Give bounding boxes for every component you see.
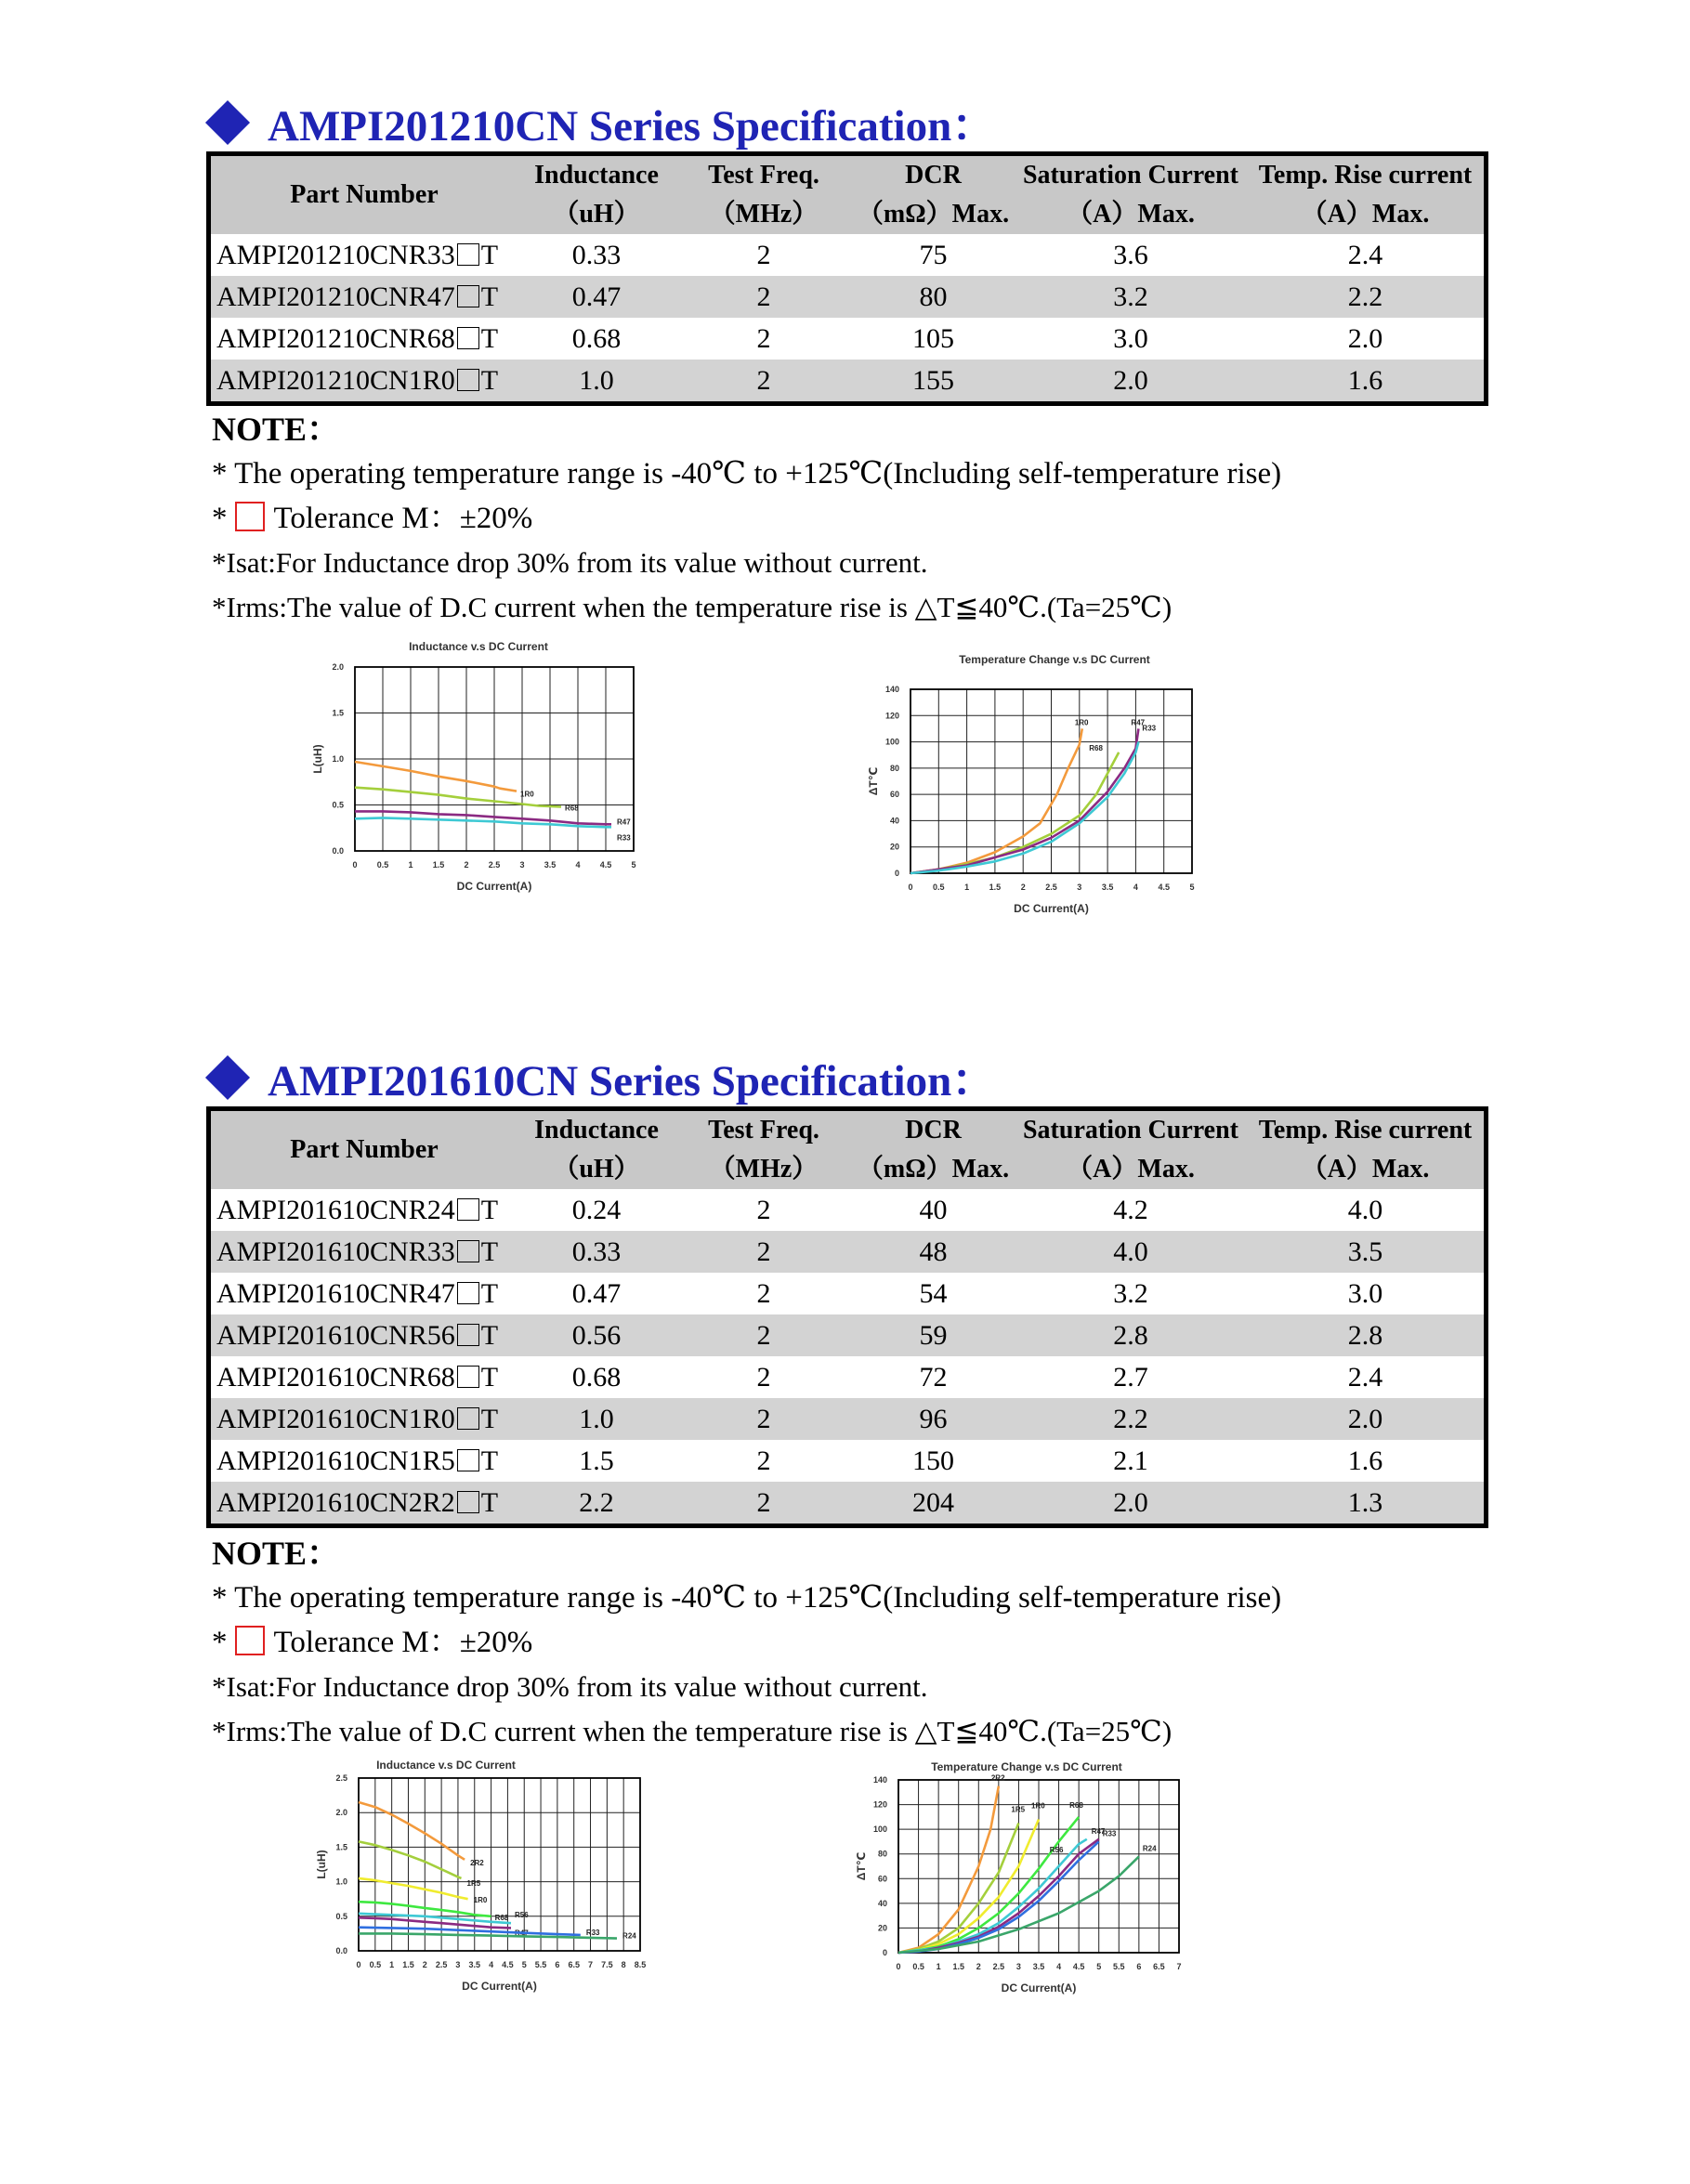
x-tick-label: 4.5 <box>502 1960 514 1969</box>
x-tick-label: 1 <box>964 883 970 892</box>
y-axis-label: L(uH) <box>311 744 324 774</box>
placeholder-box-icon <box>457 1366 479 1388</box>
x-tick-label: 3.5 <box>1101 883 1114 892</box>
table-row <box>209 1440 1487 1482</box>
table-row <box>209 1189 1487 1231</box>
y-tick-label: 20 <box>877 1923 887 1933</box>
notes-block <box>212 1531 1281 1754</box>
cell-saturation-current: 2.8 <box>1015 1314 1247 1356</box>
x-tick-label: 4 <box>1056 1962 1062 1971</box>
y-tick-label: 140 <box>872 1775 887 1785</box>
series-label: R47 <box>1091 1826 1106 1836</box>
x-tick-label: 4 <box>575 860 581 870</box>
cell-part-number: AMPI201610CN1R0 T <box>209 1398 518 1440</box>
cell-inductance: 0.68 <box>571 322 622 354</box>
y-tick-label: 0.0 <box>332 846 344 856</box>
cell-saturation-current: 3.2 <box>1113 1277 1148 1309</box>
cell-saturation-current: 4.0 <box>1015 1231 1247 1273</box>
placeholder-box-icon <box>457 1324 479 1346</box>
x-tick-label: 0.5 <box>933 883 945 892</box>
cell-test-freq: 2 <box>756 1361 771 1393</box>
x-tick-label: 4.5 <box>1158 883 1170 892</box>
x-tick-label: 8.5 <box>634 1960 647 1969</box>
col-header-saturation-current: Saturation Current （A）Max. <box>1015 1109 1247 1190</box>
cell-inductance: 0.47 <box>517 276 675 318</box>
series-label: R24 <box>1142 1844 1157 1853</box>
note-temperature-range: * The operating temperature range is -40℃ to +125℃(Including self-temperature rise) <box>212 457 1282 490</box>
table-row <box>209 276 1487 318</box>
section-title: AMPI201210CN Series Specification： <box>206 91 995 153</box>
y-tick-label: 0.5 <box>332 800 344 810</box>
x-tick-label: 1 <box>389 1960 395 1969</box>
x-tick-label: 3.5 <box>468 1960 481 1969</box>
cell-dcr: 150 <box>912 1445 954 1476</box>
series-label: R33 <box>585 1928 600 1937</box>
x-axis-label: DC Current(A) <box>462 1980 537 1993</box>
x-tick-label: 4.5 <box>1072 1962 1085 1971</box>
series-label: R24 <box>622 1931 636 1941</box>
cell-temp-rise-current: 1.3 <box>1247 1482 1487 1526</box>
cell-part-number: AMPI201210CNR33 T <box>216 239 499 270</box>
spec-table <box>206 151 1488 406</box>
x-tick-label: 6.5 <box>1153 1962 1165 1971</box>
placeholder-box-icon <box>457 327 479 349</box>
x-tick-label: 0 <box>896 1962 901 1971</box>
cell-saturation-current: 2.2 <box>1015 1398 1247 1440</box>
x-tick-label: 0 <box>356 1960 361 1969</box>
cell-inductance: 1.0 <box>517 1398 675 1440</box>
cell-saturation-current: 3.0 <box>1113 322 1148 354</box>
x-tick-label: 6 <box>555 1960 560 1969</box>
x-tick-label: 0.5 <box>369 1960 382 1969</box>
cell-dcr: 80 <box>852 276 1015 318</box>
y-tick-label: 0.5 <box>335 1911 347 1921</box>
series-line-1r0 <box>355 762 517 791</box>
series-label: R68 <box>1069 1800 1083 1810</box>
x-tick-label: 4 <box>1133 883 1138 892</box>
temperature-chart-1 <box>841 641 1361 1022</box>
cell-part-number: AMPI201610CNR33 T <box>209 1231 518 1273</box>
y-axis-label: ΔT℃ <box>855 1851 868 1881</box>
placeholder-box-icon <box>457 243 479 266</box>
series-line-r47 <box>359 1917 511 1928</box>
x-axis-label: DC Current(A) <box>1014 902 1089 915</box>
col-header-inductance: Inductance （uH） <box>517 154 675 235</box>
cell-test-freq: 2 <box>675 1398 852 1440</box>
inductance-chart-2 <box>307 1750 799 2112</box>
x-tick-label: 3 <box>455 1960 461 1969</box>
diamond-bullet-icon <box>205 1054 250 1099</box>
cell-part-number: AMPI201210CNR68 T <box>216 322 499 354</box>
cell-dcr: 72 <box>919 1361 948 1393</box>
cell-temp-rise-current: 3.5 <box>1247 1231 1487 1273</box>
cell-temp-rise-current: 1.6 <box>1247 360 1487 404</box>
chart-title: Temperature Change v.s DC Current <box>959 653 1150 666</box>
series-label: R56 <box>1049 1845 1064 1854</box>
y-tick-label: 120 <box>872 1799 887 1810</box>
x-tick-label: 2.5 <box>435 1960 448 1969</box>
placeholder-box-icon <box>457 285 479 307</box>
cell-test-freq: 2 <box>756 322 771 354</box>
series-label: 1R5 <box>1011 1805 1026 1814</box>
table-row <box>209 1482 1487 1526</box>
series-label: R68 <box>1089 743 1103 752</box>
cell-test-freq: 2 <box>756 1194 771 1225</box>
x-tick-label: 5 <box>1096 1962 1102 1971</box>
series-label: R47 <box>1131 718 1146 727</box>
x-tick-label: 7 <box>1176 1962 1182 1971</box>
x-tick-label: 4.5 <box>599 860 612 870</box>
series-label: R33 <box>1142 724 1157 733</box>
x-tick-label: 7.5 <box>601 1960 613 1969</box>
x-tick-label: 3.5 <box>1032 1962 1045 1971</box>
placeholder-box-icon <box>457 1240 479 1262</box>
table-row <box>209 1231 1487 1273</box>
table-row <box>209 1273 1487 1314</box>
note-irms: *Irms:The value of D.C current when the temperature rise is △T≦40℃.(Ta=25℃) <box>212 591 1173 623</box>
cell-dcr: 96 <box>852 1398 1015 1440</box>
cell-saturation-current: 3.6 <box>1113 239 1148 270</box>
y-axis-label: ΔT℃ <box>867 766 880 796</box>
series-label: 2R2 <box>470 1858 484 1867</box>
cell-part-number: AMPI201210CNR47 T <box>209 276 518 318</box>
table-row <box>209 360 1487 404</box>
y-tick-label: 80 <box>877 1849 887 1859</box>
table-row <box>209 1356 1487 1398</box>
cell-saturation-current: 2.7 <box>1113 1361 1148 1393</box>
series-label: R47 <box>514 1929 529 1938</box>
col-header-temp-rise-current: Temp. Rise current （A）Max. <box>1247 1109 1487 1190</box>
cell-temp-rise-current: 2.4 <box>1347 239 1383 270</box>
table-row <box>209 1314 1487 1356</box>
cell-temp-rise-current: 2.8 <box>1247 1314 1487 1356</box>
cell-test-freq: 2 <box>675 1482 852 1526</box>
x-tick-label: 3.5 <box>544 860 557 870</box>
cell-part-number: AMPI201610CNR68 T <box>216 1361 499 1393</box>
note-irms: *Irms:The value of D.C current when the temperature rise is △T≦40℃.(Ta=25℃) <box>212 1715 1173 1747</box>
temperature-chart-2 <box>841 1750 1324 2112</box>
x-tick-label: 2.5 <box>488 860 501 870</box>
x-tick-label: 2.5 <box>992 1962 1005 1971</box>
cell-dcr: 40 <box>919 1194 948 1225</box>
note-temperature-range: * The operating temperature range is -40℃ to +125℃(Including self-temperature rise) <box>212 1581 1282 1615</box>
cell-inductance: 0.33 <box>517 1231 675 1273</box>
y-tick-label: 40 <box>877 1898 887 1908</box>
series-label: R68 <box>565 804 579 813</box>
series-label: R68 <box>494 1913 509 1922</box>
x-tick-label: 1.5 <box>952 1962 964 1971</box>
x-tick-label: 2 <box>976 1962 981 1971</box>
cell-temp-rise-current: 3.0 <box>1347 1277 1383 1309</box>
x-axis-label: DC Current(A) <box>456 880 532 893</box>
y-tick-label: 0.0 <box>335 1946 347 1955</box>
cell-inductance: 0.33 <box>571 239 622 270</box>
cell-dcr: 59 <box>852 1314 1015 1356</box>
x-tick-label: 5 <box>521 1960 527 1969</box>
x-tick-label: 3 <box>1077 883 1082 892</box>
cell-temp-rise-current: 2.0 <box>1247 1398 1487 1440</box>
cell-dcr: 48 <box>852 1231 1015 1273</box>
y-tick-label: 1.0 <box>332 754 344 764</box>
col-header-inductance: Inductance （uH） <box>517 1109 675 1190</box>
chart-title: Inductance v.s DC Current <box>409 640 548 653</box>
x-tick-label: 5.5 <box>1113 1962 1125 1971</box>
table-row <box>209 1398 1487 1440</box>
placeholder-box-icon <box>457 1449 479 1471</box>
cell-part-number: AMPI201610CN2R2 T <box>209 1482 518 1526</box>
x-tick-label: 2 <box>422 1960 427 1969</box>
chart-title: Inductance v.s DC Current <box>376 1759 516 1772</box>
placeholder-box-icon <box>457 1491 479 1513</box>
placeholder-box-icon <box>457 369 479 391</box>
cell-dcr: 155 <box>852 360 1015 404</box>
cell-saturation-current: 4.2 <box>1113 1194 1148 1225</box>
x-tick-label: 6.5 <box>568 1960 580 1969</box>
tolerance-box-icon <box>235 502 265 531</box>
series-line-r33 <box>911 742 1138 873</box>
col-header-dcr: DCR （mΩ）Max. <box>852 1109 1015 1190</box>
series-label: 1R0 <box>1074 718 1089 727</box>
note-tolerance: * Tolerance M：±20% <box>212 502 533 535</box>
x-tick-label: 2.5 <box>1045 883 1057 892</box>
y-tick-label: 80 <box>889 763 899 773</box>
note-tolerance: * Tolerance M：±20% <box>212 1626 533 1659</box>
x-tick-label: 0 <box>352 860 358 870</box>
y-tick-label: 2.5 <box>335 1773 347 1783</box>
table-header-row <box>209 1109 1487 1190</box>
cell-part-number: AMPI201610CNR56 T <box>209 1314 518 1356</box>
spec-table <box>206 1106 1488 1528</box>
y-tick-label: 120 <box>884 711 899 721</box>
x-tick-label: 5.5 <box>534 1960 547 1969</box>
note-isat: *Isat:For Inductance drop 30% from its value without current. <box>212 1670 928 1703</box>
cell-inductance: 0.68 <box>571 1361 622 1393</box>
cell-part-number: AMPI201210CN1R0 T <box>209 360 518 404</box>
x-tick-label: 5 <box>631 860 636 870</box>
y-tick-label: 100 <box>872 1824 887 1835</box>
table-row <box>209 234 1487 276</box>
cell-inductance: 0.56 <box>517 1314 675 1356</box>
series-line-1r0 <box>911 728 1082 873</box>
cell-inductance: 1.5 <box>579 1445 614 1476</box>
series-label: 1R0 <box>520 790 534 799</box>
x-tick-label: 3 <box>519 860 525 870</box>
x-tick-label: 1 <box>408 860 413 870</box>
col-header-dcr: DCR （mΩ）Max. <box>852 154 1015 235</box>
series-label: R33 <box>1102 1829 1117 1838</box>
y-tick-label: 1.0 <box>335 1877 347 1887</box>
cell-temp-rise-current: 2.2 <box>1247 276 1487 318</box>
note-heading: NOTE： <box>212 411 341 448</box>
series-label: 1R0 <box>1031 1801 1045 1811</box>
cell-dcr: 75 <box>919 239 948 270</box>
cell-test-freq: 2 <box>675 1231 852 1273</box>
y-tick-label: 40 <box>889 816 899 826</box>
diamond-bullet-icon <box>205 99 250 144</box>
col-header-part-number: Part Number <box>209 1109 518 1190</box>
series-line-2r2 <box>359 1802 465 1860</box>
cell-dcr: 204 <box>852 1482 1015 1526</box>
y-tick-label: 20 <box>889 842 899 852</box>
table-header-row <box>209 154 1487 235</box>
col-header-test-freq: Test Freq. （MHz） <box>675 154 852 235</box>
chart-title: Temperature Change v.s DC Current <box>931 1760 1122 1773</box>
cell-saturation-current: 2.1 <box>1113 1445 1148 1476</box>
cell-temp-rise-current: 2.4 <box>1347 1361 1383 1393</box>
section-title: AMPI201610CN Series Specification： <box>206 1046 995 1108</box>
x-tick-label: 1 <box>936 1962 941 1971</box>
y-tick-label: 140 <box>884 685 899 694</box>
x-axis-label: DC Current(A) <box>1001 1981 1077 1994</box>
cell-saturation-current: 2.0 <box>1015 1482 1247 1526</box>
y-tick-label: 2.0 <box>332 662 344 672</box>
inductance-chart-1 <box>297 624 799 1005</box>
cell-part-number: AMPI201610CNR24 T <box>216 1194 499 1225</box>
x-tick-label: 1.5 <box>402 1960 414 1969</box>
x-tick-label: 6 <box>1136 1962 1142 1971</box>
y-tick-label: 1.5 <box>332 708 344 718</box>
x-tick-label: 2 <box>464 860 469 870</box>
series-label: R33 <box>617 833 631 843</box>
cell-test-freq: 2 <box>756 1445 771 1476</box>
x-tick-label: 1.5 <box>989 883 1002 892</box>
col-header-saturation-current: Saturation Current （A）Max. <box>1015 154 1247 235</box>
series-label: R47 <box>617 817 631 827</box>
cell-inductance: 0.24 <box>571 1194 622 1225</box>
cell-dcr: 54 <box>919 1277 948 1309</box>
cell-inductance: 2.2 <box>517 1482 675 1526</box>
cell-part-number: AMPI201610CN1R5 T <box>216 1445 499 1476</box>
placeholder-box-icon <box>457 1407 479 1430</box>
cell-inductance: 1.0 <box>517 360 675 404</box>
series-label: 2R2 <box>990 1773 1005 1783</box>
placeholder-box-icon <box>457 1198 479 1221</box>
x-tick-label: 2 <box>1020 883 1026 892</box>
col-header-test-freq: Test Freq. （MHz） <box>675 1109 852 1190</box>
cell-temp-rise-current: 4.0 <box>1347 1194 1383 1225</box>
cell-saturation-current: 3.2 <box>1015 276 1247 318</box>
series-label: R56 <box>514 1911 529 1920</box>
placeholder-box-icon <box>457 1282 479 1304</box>
y-tick-label: 1.5 <box>335 1842 347 1852</box>
cell-test-freq: 2 <box>756 1277 771 1309</box>
y-axis-label: L(uH) <box>315 1850 328 1879</box>
cell-part-number: AMPI201610CNR47 T <box>216 1277 499 1309</box>
plot-frame <box>359 1778 640 1951</box>
y-tick-label: 0 <box>882 1948 887 1957</box>
cell-temp-rise-current: 2.0 <box>1347 322 1383 354</box>
cell-dcr: 105 <box>912 322 954 354</box>
series-label: 1R5 <box>466 1878 481 1888</box>
y-tick-label: 0 <box>894 869 899 878</box>
table-row <box>209 318 1487 360</box>
cell-test-freq: 2 <box>675 1314 852 1356</box>
x-tick-label: 0.5 <box>912 1962 924 1971</box>
x-tick-label: 1.5 <box>432 860 445 870</box>
y-tick-label: 60 <box>877 1874 887 1884</box>
y-tick-label: 100 <box>884 737 899 747</box>
x-tick-label: 4 <box>489 1960 494 1969</box>
cell-saturation-current: 2.0 <box>1015 360 1247 404</box>
note-heading: NOTE： <box>212 1535 341 1572</box>
col-header-part-number: Part Number <box>209 154 518 235</box>
x-tick-label: 0.5 <box>376 860 389 870</box>
x-tick-label: 8 <box>621 1960 626 1969</box>
cell-test-freq: 2 <box>675 276 852 318</box>
x-tick-label: 7 <box>588 1960 594 1969</box>
cell-inductance: 0.47 <box>571 1277 622 1309</box>
notes-block <box>212 407 1281 630</box>
cell-test-freq: 2 <box>756 239 771 270</box>
tolerance-box-icon <box>235 1626 265 1655</box>
col-header-temp-rise-current: Temp. Rise current （A）Max. <box>1247 154 1487 235</box>
cell-test-freq: 2 <box>675 360 852 404</box>
x-tick-label: 0 <box>908 883 913 892</box>
y-tick-label: 2.0 <box>335 1808 347 1818</box>
x-tick-label: 5 <box>1189 883 1195 892</box>
x-tick-label: 3 <box>1015 1962 1021 1971</box>
series-label: 1R0 <box>473 1896 488 1905</box>
note-isat: *Isat:For Inductance drop 30% from its value without current. <box>212 546 928 579</box>
cell-temp-rise-current: 1.6 <box>1347 1445 1383 1476</box>
y-tick-label: 60 <box>889 790 899 800</box>
